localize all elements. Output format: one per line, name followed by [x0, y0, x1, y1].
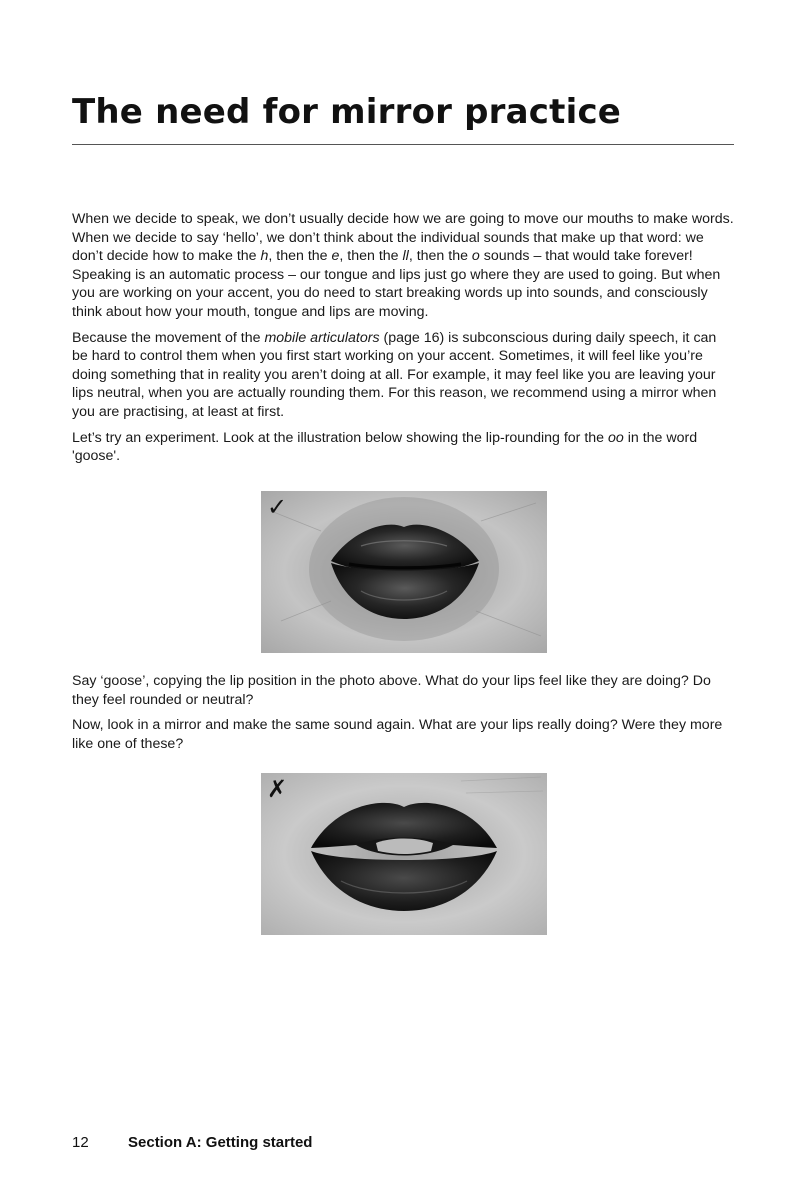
italic-term: mobile articulators	[264, 329, 380, 346]
text-run: When we decide to speak, we don’t usually decide how we are going to move our mouths to make words. When we decide to say ‘hello’, we don’t think about the individual sounds that make up that word: we don’t decide how to make the	[72, 211, 734, 265]
italic-term: ll	[402, 248, 409, 265]
paragraph-2	[72, 329, 736, 422]
neutral-lips-illustration	[261, 773, 547, 935]
text-run: Let’s try an experiment. Look at the illustration below showing the lip-rounding for the	[72, 429, 609, 446]
rounded-lips-illustration	[261, 491, 547, 653]
text-run: , then the	[268, 248, 332, 265]
body-text-continued	[72, 672, 736, 760]
lip-rounding-photo-incorrect	[261, 773, 547, 935]
lip-rounding-photo-correct	[261, 491, 547, 653]
paragraph-3	[72, 429, 736, 466]
paragraph-4	[72, 672, 736, 709]
text-run: in the word 'goose'.	[72, 429, 698, 465]
italic-term: oo	[608, 429, 624, 446]
paragraph-1	[72, 210, 736, 322]
text-run: (page 16) is subconscious during daily speech, it can be hard to control them when you first start working on your accent. Sometimes, it will feel like you’re doing something that in reality you aren’t doing at all. For example, it may feel like you are leaving your lips neutral, when you are actually rounding them. For this reason, we recommend using a mirror when you are practising, at least at first.	[72, 329, 717, 420]
text-run: , then the	[408, 248, 472, 265]
body-text	[72, 210, 736, 473]
italic-term: e	[331, 248, 340, 265]
text-run: Because the movement of the	[72, 329, 265, 346]
paragraph-5	[72, 716, 736, 753]
page-footer	[72, 1134, 312, 1151]
text-run: Say ‘goose’, copying the lip position in the photo above. What do your lips feel like they are doing? Do they feel rounded or neutral?	[72, 673, 711, 708]
checkmark-icon: ✓	[267, 493, 288, 521]
page-title: The need for mirror practice	[72, 92, 622, 132]
italic-term: h	[260, 248, 269, 265]
text-run: sounds – that would take forever! Speaking is an automatic process – our tongue and lips just go where they are used to going. But when you are working on your accent, you do need to start breaking words up into sounds, and consciously think about how your mouth, tongue and lips are moving.	[72, 248, 721, 320]
italic-term: o	[471, 248, 480, 265]
page-number: 12	[72, 1134, 89, 1151]
title-rule	[72, 144, 734, 145]
text-run: , then the	[339, 248, 403, 265]
text-run: Now, look in a mirror and make the same sound again. What are your lips really doing? Were they more like one of these?	[72, 717, 723, 752]
cross-mark-icon: ✗	[267, 775, 288, 803]
section-label: Section A: Getting started	[128, 1134, 313, 1151]
